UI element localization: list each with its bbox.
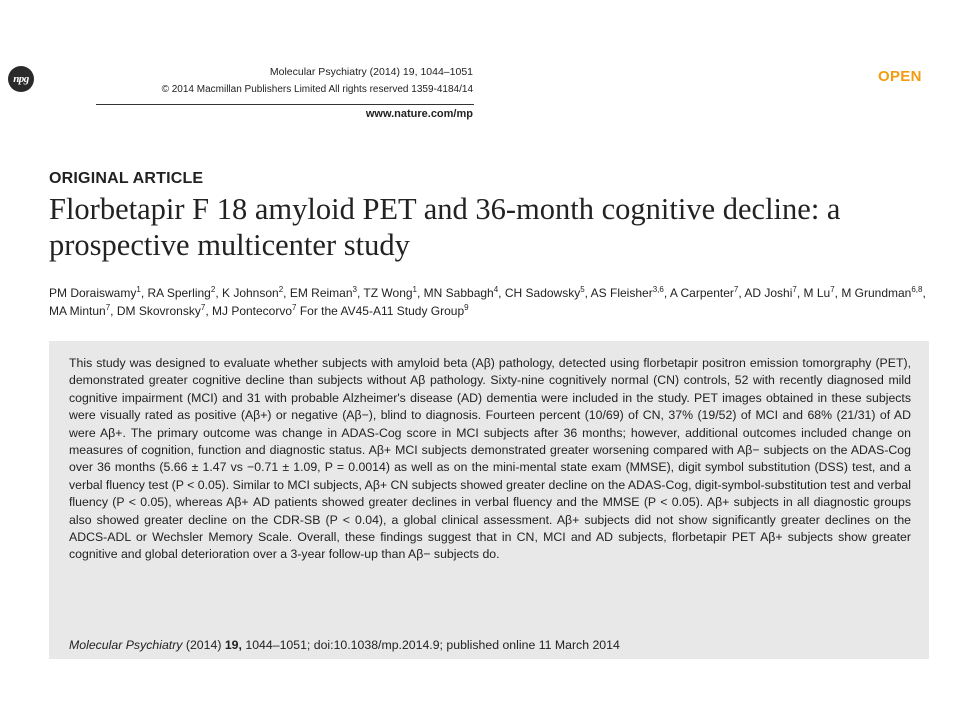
author-name: DM Skovronsky [116,304,201,318]
journal-info [162,64,473,98]
author-list: PM Doraiswamy$^1$, RA Sperling$^2$, K Johnson$^2$, EM Reiman$^3$, TZ Wong$^1$, MN Sabbagh$^4$, CH Sadowsky$^5$, AS Fleisher$^{3,6}$, A Carpenter$^7$, AD Joshi$^7$, M Lu$^7$, M Grundman$^{6,8}$, MA Mintun$^7$, DM Skovronsky$^7$, MJ Pontecorvo$^7$ For the AV45-A11 Study Group$^9$ [49,285,926,318]
author-name: A Carpenter [669,286,734,300]
author-affiliation: 5 [580,285,585,294]
header-divider [96,104,474,105]
author-affiliation: 6,8 [911,285,923,294]
author-affiliation: 7 [105,303,111,312]
citation-journal: Molecular Psychiatry [69,638,183,652]
author-affiliation: 1 [136,285,141,294]
author-name: M Lu [803,286,831,300]
author-affiliation: 2 [278,285,284,294]
author-name: PM Doraiswamy [49,286,137,300]
author-name: MJ Pontecorvo [211,304,293,318]
study-group-affiliation: 9 [464,303,469,312]
author-affiliation: 2 [210,285,216,294]
author-affiliation: 3,6 [652,285,664,294]
author-affiliation: 7 [292,303,297,312]
author-name: EM Reiman [289,286,353,300]
citation-year: (2014) [185,638,222,652]
open-access-badge: OPEN [878,68,922,85]
author-name: MA Mintun [49,304,106,318]
article-type: ORIGINAL ARTICLE [49,170,204,187]
author-affiliation: 7 [733,285,739,294]
article-title: Florbetapir F 18 amyloid PET and 36-month cognitive decline: a prospective multicenter study [49,192,841,262]
citation-line [69,638,911,652]
citation-volume: 19, [224,638,242,652]
author-name: CH Sadowsky [504,286,581,300]
npg-logo: npg [8,66,34,92]
author-name: TZ Wong [363,286,413,300]
author-affiliation: 1 [412,285,417,294]
journal-website-link[interactable]: www.nature.com/mp [365,108,473,120]
author-name: MN Sabbagh [423,286,494,300]
author-name: AD Joshi [744,286,793,300]
study-group: For the AV45-A11 Study Group [299,304,465,318]
journal-citation-line: Molecular Psychiatry (2014) 19, 1044–1051 [269,66,473,78]
author-name: AS Fleisher [590,286,653,300]
author-name: RA Sperling [147,286,211,300]
author-affiliation: 7 [200,303,206,312]
author-affiliation: 7 [792,285,797,294]
author-name: K Johnson [221,286,279,300]
author-affiliation: 4 [493,285,499,294]
abstract-text: This study was designed to evaluate whether subjects with amyloid beta (Aβ) pathology, detected using florbetapir positron emission tomorgraphy (PET), demonstrated greater cognitive decline than subjects without Aβ pathology. Sixty-nine cognitively normal (CN) controls, 52 with recently diagnosed mild cognitive impairment (MCI) and 31 with probable Alzheimer's disease (AD) dementia were included in the study. PET images obtained in these subjects were visually rated as positive (Aβ+) or negative (Aβ−), blind to diagnosis. Fourteen percent (10/69) of CN, 37% (19/52) of MCI and 68% (21/31) of AD were Aβ+. The primary outcome was change in ADAS-Cog score in MCI subjects after 36 months; however, additional outcomes included change on measures of cognition, function and diagnostic status. Aβ+ MCI subjects demonstrated greater worsening compared with Aβ− subjects on the ADAS-Cog over 36 months (5.66 ± 1.47 vs −0.71 ± 1.09, P = 0.0014) as well as on the mini-mental state exam (MMSE), digit symbol substitution (DSS) test, and a verbal fluency test (P < 0.05). Similar to MCI subjects, Aβ+ CN subjects showed greater decline on the ADAS-Cog, digit-symbol-substitution test and verbal fluency (P < 0.05), whereas Aβ+ AD patients showed greater declines in verbal fluency and the MMSE (P < 0.05). Aβ+ subjects in all diagnostic groups also showed greater decline on the CDR-SB (P < 0.04), a global clinical assessment. Aβ+ subjects did not show significantly greater declines on the ADCS-ADL or Wechsler Memory Scale. Overall, these findings suggest that in CN, MCI and AD subjects, florbetapir PET Aβ+ subjects show greater cognitive and global deterioration over a 3-year follow-up than Aβ− subjects do. [69,356,911,562]
author-affiliation: 7 [830,285,835,294]
author-name: M Grundman [841,286,912,300]
author-affiliation: 3 [352,285,357,294]
citation-details: 1044–1051; doi:10.1038/mp.2014.9; published online 11 March 2014 [245,638,620,652]
copyright-line: © 2014 Macmillan Publishers Limited All rights reserved 1359-4184/14 [161,84,473,95]
